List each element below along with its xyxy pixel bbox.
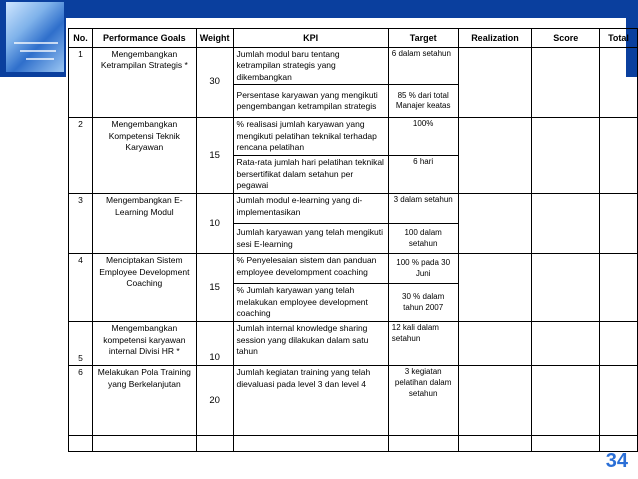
header-kpi: KPI bbox=[233, 29, 388, 48]
kpi-text: % realisasi jumlah karyawan yang mengikuti pelatihan teknikal terhadap rencana pelatihan bbox=[233, 118, 388, 156]
weight-value: 15 bbox=[196, 254, 233, 322]
total-cell[interactable] bbox=[600, 366, 638, 436]
performance-goal: Mengembangkan Kompetensi Teknik Karyawan bbox=[92, 118, 196, 194]
realization-cell[interactable] bbox=[458, 366, 532, 436]
total-cell[interactable] bbox=[600, 118, 638, 194]
header-no: No. bbox=[69, 29, 93, 48]
target-value: 3 dalam setahun bbox=[388, 194, 458, 224]
kpi-text: Jumlah modul baru tentang ketrampilan strategis yang dikembangkan bbox=[233, 48, 388, 85]
slide-logo-image bbox=[6, 2, 64, 72]
row-number: 4 bbox=[69, 254, 93, 322]
performance-table bbox=[68, 28, 638, 452]
table-row bbox=[69, 118, 638, 156]
total-cell[interactable] bbox=[600, 48, 638, 118]
score-cell[interactable] bbox=[532, 322, 600, 366]
weight-value: 15 bbox=[196, 118, 233, 194]
kpi-text: % Jumlah karyawan yang telah melakukan employee development coaching bbox=[233, 284, 388, 322]
weight-value: 10 bbox=[196, 194, 233, 254]
table-row bbox=[69, 254, 638, 284]
header-score: Score bbox=[532, 29, 600, 48]
score-cell[interactable] bbox=[532, 118, 600, 194]
kpi-text: Jumlah modul e-learning yang di-implementasikan bbox=[233, 194, 388, 224]
target-value: 100% bbox=[388, 118, 458, 156]
kpi-text: Jumlah kegiatan training yang telah dievaluasi pada level 3 dan level 4 bbox=[233, 366, 388, 436]
target-value: 6 dalam setahun bbox=[388, 48, 458, 85]
table-row bbox=[69, 194, 638, 224]
header-weight: Weight bbox=[196, 29, 233, 48]
target-value: 6 hari bbox=[388, 156, 458, 194]
row-number: 3 bbox=[69, 194, 93, 254]
header-target: Target bbox=[388, 29, 458, 48]
row-number: 5 bbox=[69, 322, 93, 366]
total-cell[interactable] bbox=[600, 322, 638, 366]
kpi-text: Jumlah internal knowledge sharing session yang dilakukan dalam satu tahun bbox=[233, 322, 388, 366]
weight-value: 30 bbox=[196, 48, 233, 118]
score-cell[interactable] bbox=[532, 48, 600, 118]
target-value: 12 kali dalam setahun bbox=[388, 322, 458, 366]
target-value: 100 dalam setahun bbox=[388, 224, 458, 254]
table-header-row bbox=[69, 29, 638, 48]
header-realization: Realization bbox=[458, 29, 532, 48]
target-value: 100 % pada 30 Juni bbox=[388, 254, 458, 284]
total-cell[interactable] bbox=[600, 194, 638, 254]
kpi-text: Jumlah karyawan yang telah mengikuti sesi E-learning bbox=[233, 224, 388, 254]
performance-goal: Mengembangkan kompetensi karyawan internal Divisi HR * bbox=[92, 322, 196, 366]
row-number: 2 bbox=[69, 118, 93, 194]
table-row bbox=[69, 322, 638, 366]
realization-cell[interactable] bbox=[458, 48, 532, 118]
performance-goal: Melakukan Pola Training yang Berkelanjutan bbox=[92, 366, 196, 436]
performance-goal: Mengembangkan Ketrampilan Strategis * bbox=[92, 48, 196, 118]
kpi-text: % Penyelesaian sistem dan panduan employee develompment coaching bbox=[233, 254, 388, 284]
realization-cell[interactable] bbox=[458, 322, 532, 366]
table-row bbox=[69, 366, 638, 436]
score-cell[interactable] bbox=[532, 194, 600, 254]
kpi-text: Persentase karyawan yang mengikuti pengembangan ketrampilan strategis bbox=[233, 85, 388, 118]
realization-cell[interactable] bbox=[458, 118, 532, 194]
realization-cell[interactable] bbox=[458, 254, 532, 322]
target-value: 85 % dari total Manajer keatas bbox=[388, 85, 458, 118]
weight-value: 20 bbox=[196, 366, 233, 436]
target-value: 3 kegiatan pelatihan dalam setahun bbox=[388, 366, 458, 436]
header-total: Total bbox=[600, 29, 638, 48]
table-row-empty bbox=[69, 436, 638, 452]
performance-goal: Menciptakan Sistem Employee Development Coaching bbox=[92, 254, 196, 322]
kpi-text: Rata-rata jumlah hari pelatihan teknikal bersertifikat dalam setahun per pegawai bbox=[233, 156, 388, 194]
score-cell[interactable] bbox=[532, 366, 600, 436]
realization-cell[interactable] bbox=[458, 194, 532, 254]
weight-value: 10 bbox=[196, 322, 233, 366]
header-performance-goals: Performance Goals bbox=[92, 29, 196, 48]
row-number: 6 bbox=[69, 366, 93, 436]
score-cell[interactable] bbox=[532, 254, 600, 322]
table-row bbox=[69, 48, 638, 85]
target-value: 30 % dalam tahun 2007 bbox=[388, 284, 458, 322]
performance-goal: Mengembangkan E-Learning Modul bbox=[92, 194, 196, 254]
row-number: 1 bbox=[69, 48, 93, 118]
total-cell[interactable] bbox=[600, 254, 638, 322]
page-number: 34 bbox=[605, 450, 628, 472]
